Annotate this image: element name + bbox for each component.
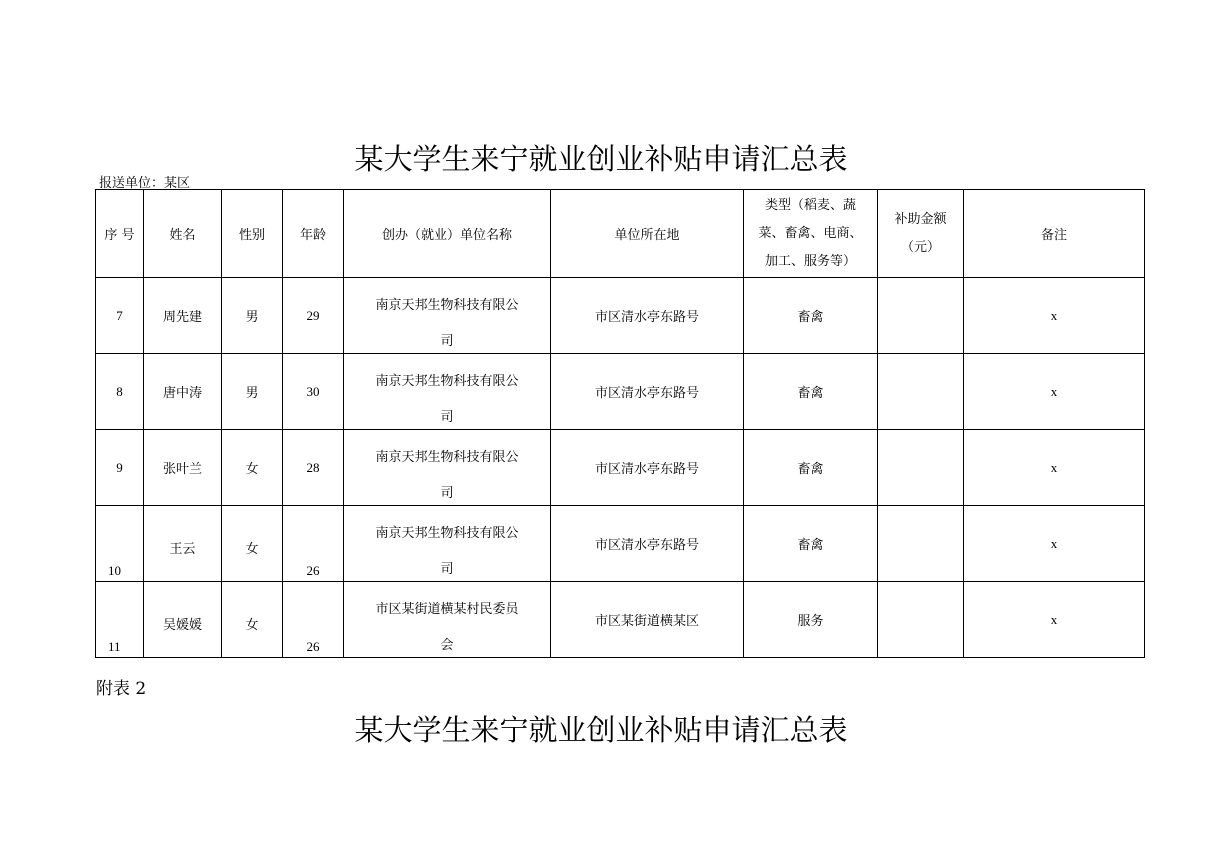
cell-age — [283, 506, 344, 582]
cell-name: 张叶兰 — [144, 430, 222, 506]
cell-company — [344, 582, 551, 658]
cell-remarks: x — [964, 506, 1145, 582]
cell-amount — [878, 278, 964, 354]
appendix-label: 附表 2 — [96, 679, 147, 699]
table-row — [96, 506, 1145, 582]
cell-location: 市区清水亭东路号 — [551, 430, 744, 506]
header-amount — [878, 190, 964, 278]
company-line-1: 南京天邦生物科技有限公 — [375, 526, 519, 541]
cell-name — [144, 582, 222, 658]
header-amount-line-2: （元） — [900, 239, 940, 255]
page-title: 某大学生来宁就业创业补贴申请汇总表 — [354, 142, 848, 176]
cell-location: 市区某街道横某区 — [551, 582, 744, 658]
cell-seq — [96, 582, 144, 658]
cell-seq: 9 — [96, 430, 144, 506]
header-type-line-2: 菜、畜禽、电商、 — [758, 225, 863, 241]
cell-gender — [222, 506, 283, 582]
cell-gender: 男 — [222, 278, 283, 354]
cell-seq: 7 — [96, 278, 144, 354]
header-company: 创办（就业）单位名称 — [344, 190, 551, 278]
company-line-2: 司 — [440, 562, 454, 577]
gender-value: 女 — [245, 618, 259, 633]
age-value: 26 — [306, 639, 320, 654]
company-line-2: 司 — [440, 486, 454, 501]
company-line-2: 司 — [440, 410, 454, 425]
seq-value: 11 — [108, 639, 121, 654]
header-remarks: 备注 — [964, 190, 1145, 278]
cell-company — [344, 430, 551, 506]
header-gender: 性别 — [222, 190, 283, 278]
cell-gender — [222, 582, 283, 658]
name-value: 王云 — [169, 542, 196, 557]
cell-type: 畜禽 — [744, 506, 878, 582]
company-line-2: 司 — [440, 334, 454, 349]
header-type-line-3: 加工、服务等） — [764, 253, 856, 269]
cell-age: 28 — [283, 430, 344, 506]
header-location: 单位所在地 — [551, 190, 744, 278]
table-row — [96, 354, 1145, 430]
cell-company — [344, 278, 551, 354]
reporting-unit-label: 报送单位：某区 — [99, 176, 191, 191]
table-row — [96, 582, 1145, 658]
cell-age: 30 — [283, 354, 344, 430]
subsidy-summary-table — [95, 189, 1145, 658]
cell-amount — [878, 430, 964, 506]
cell-age — [283, 582, 344, 658]
cell-location: 市区清水亭东路号 — [551, 506, 744, 582]
header-type-line-1: 类型（稻麦、蔬 — [764, 197, 856, 213]
cell-name — [144, 506, 222, 582]
cell-amount — [878, 582, 964, 658]
cell-type: 服务 — [744, 582, 878, 658]
cell-type: 畜禽 — [744, 430, 878, 506]
company-line-1: 南京天邦生物科技有限公 — [375, 450, 519, 465]
company-line-2: 会 — [440, 638, 454, 653]
cell-location: 市区清水亭东路号 — [551, 354, 744, 430]
cell-remarks: x — [964, 354, 1145, 430]
cell-remarks: x — [964, 582, 1145, 658]
cell-company — [344, 506, 551, 582]
header-type — [744, 190, 878, 278]
cell-location: 市区清水亭东路号 — [551, 278, 744, 354]
cell-gender: 男 — [222, 354, 283, 430]
cell-remarks: x — [964, 278, 1145, 354]
cell-type: 畜禽 — [744, 278, 878, 354]
cell-remarks: x — [964, 430, 1145, 506]
cell-seq — [96, 506, 144, 582]
name-value: 吴媛媛 — [162, 618, 202, 633]
cell-name: 唐中涛 — [144, 354, 222, 430]
header-name: 姓名 — [144, 190, 222, 278]
cell-seq: 8 — [96, 354, 144, 430]
header-amount-line-1: 补助金额 — [894, 211, 947, 227]
cell-gender: 女 — [222, 430, 283, 506]
header-seq: 序 号 — [96, 190, 144, 278]
cell-amount — [878, 354, 964, 430]
repeated-page-title: 某大学生来宁就业创业补贴申请汇总表 — [354, 713, 848, 747]
table-header-row — [96, 190, 1145, 278]
company-line-1: 市区某街道横某村民委员 — [375, 602, 519, 617]
company-line-1: 南京天邦生物科技有限公 — [375, 298, 519, 313]
cell-company — [344, 354, 551, 430]
cell-name: 周先建 — [144, 278, 222, 354]
gender-value: 女 — [245, 542, 259, 557]
table-row — [96, 430, 1145, 506]
seq-value: 10 — [108, 563, 121, 578]
age-value: 26 — [306, 563, 320, 578]
cell-amount — [878, 506, 964, 582]
cell-type: 畜禽 — [744, 354, 878, 430]
company-line-1: 南京天邦生物科技有限公 — [375, 374, 519, 389]
table-row — [96, 278, 1145, 354]
header-age: 年龄 — [283, 190, 344, 278]
cell-age: 29 — [283, 278, 344, 354]
